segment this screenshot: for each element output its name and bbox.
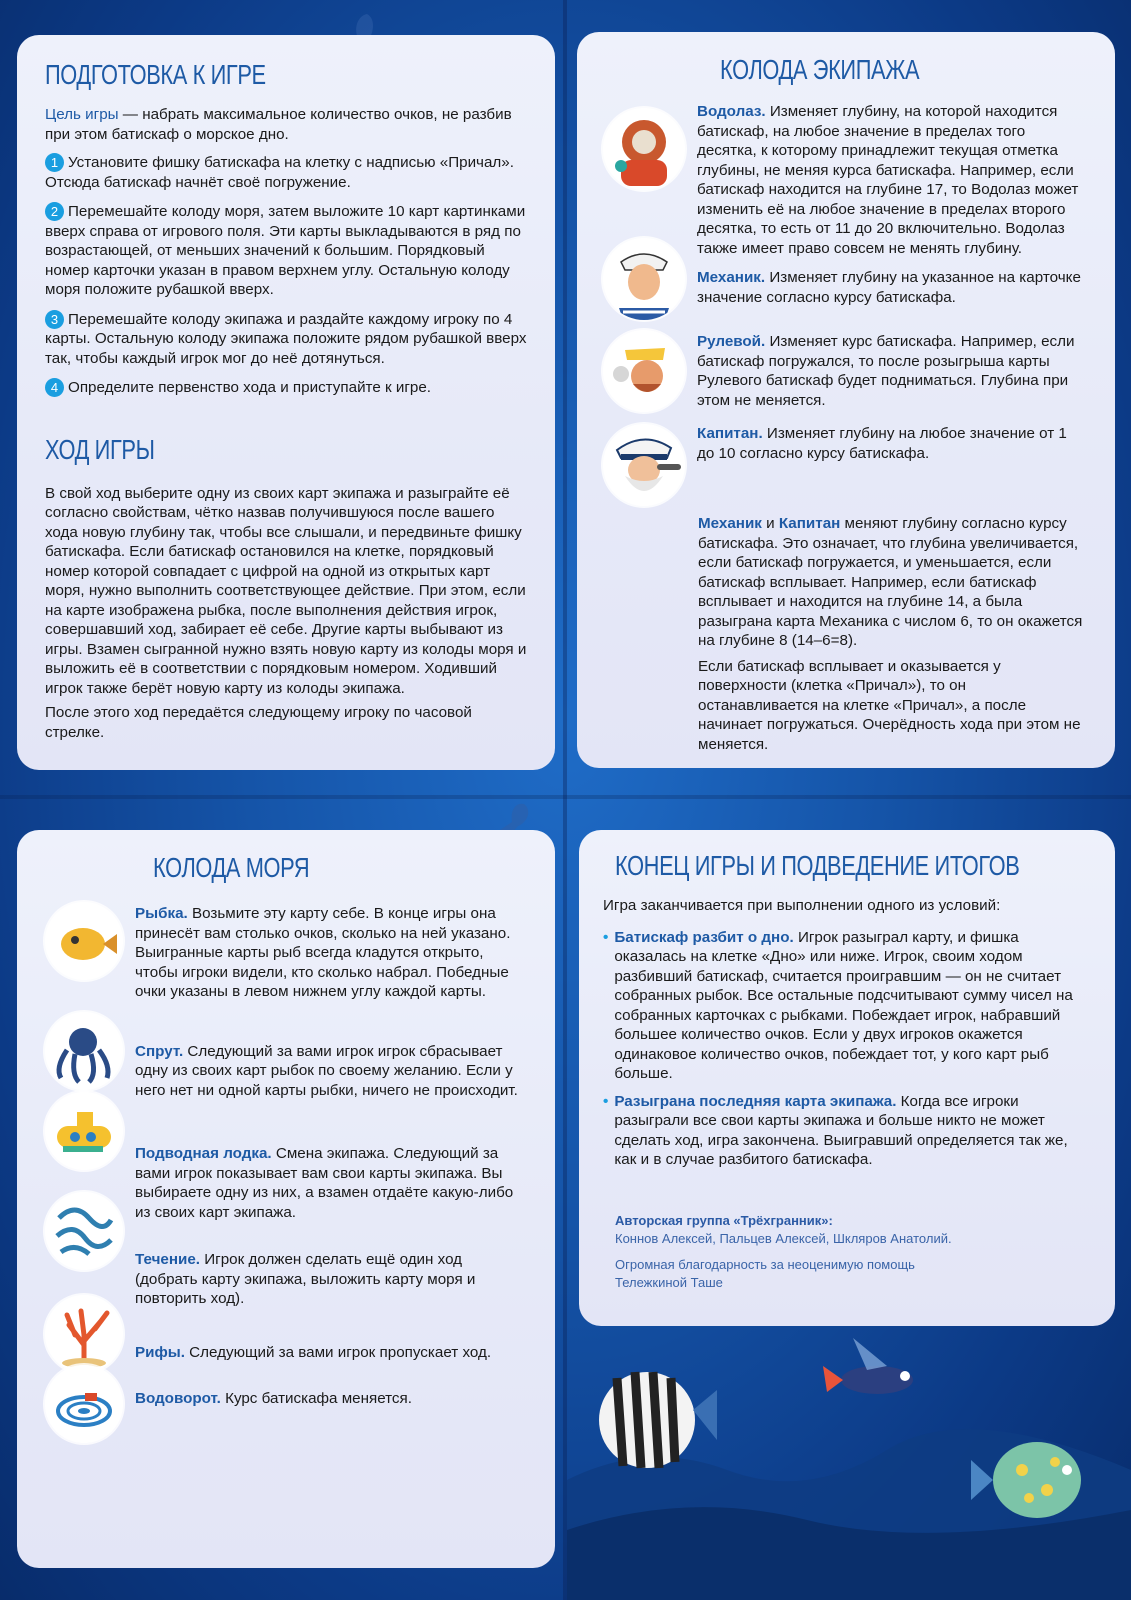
reef-label: Рифы.: [135, 1343, 185, 1361]
thanks-line-2: Тележкиной Таше: [615, 1274, 723, 1290]
step-number-4: 4: [45, 378, 64, 397]
step-number-3: 3: [45, 310, 64, 329]
submarine-text: Смена экипажа. Следующий за вами игрок показывает вам свои карты экипажа. Вы выбираете одну из них, а взамен отдаёте какую-либо из своих карт экипажа.: [135, 1145, 514, 1221]
goal-text: — набрать максимальное количество очков, не разбив при этом батискаф о морское дно.: [45, 106, 512, 143]
mechanic-text: Изменяет глубину на указанное на карточке значение согласно курсу батискафа.: [697, 269, 1081, 306]
end-of-game-panel: [579, 830, 1115, 1326]
helmsman-icon: [603, 330, 685, 412]
fish-label: Рыбка.: [135, 905, 188, 922]
end-condition-2: [603, 1092, 1087, 1170]
sea-deck-panel: [17, 830, 555, 1568]
whirlpool-icon: [45, 1365, 123, 1443]
sea-card-reef: [45, 1309, 527, 1373]
mechanic-label: Механик.: [697, 269, 766, 286]
both-and: и: [761, 515, 779, 532]
both-label-captain: Капитан: [778, 515, 841, 532]
prep-step: [45, 310, 527, 369]
step-text-1: Установите фишку батискафа на клетку с надписью «Причал». Отсюда батискаф начнёт своё погружение.: [45, 154, 514, 191]
sea-card-octopus: [45, 1012, 527, 1101]
step-text-4: Определите первенство хода и приступайте к игре.: [68, 379, 432, 396]
step-number-1: 1: [45, 153, 64, 172]
sea-card-fish: [45, 904, 527, 1002]
reef-icon: [45, 1295, 123, 1373]
goal-paragraph: [45, 105, 527, 144]
end-condition-1-text: Игрок разыграл карту, и фишка оказалась на клетке «Дно» или ниже. Игрок, своим ходом разбивший батискаф, считается проигравшим — он не считает собранных рыбок. Все остальные подсчитывают сумму чисел на собранных карточках с рыбками. Побеждает игрок, набравший большее количество очков. Если у двух игроков окажется одинаковое количество очков, побеждает тот, у кого карт рыб больше.: [614, 928, 1073, 1082]
thanks-line-1: Огромная благодарность за неоценимую помощь: [615, 1256, 915, 1272]
credits-title: Авторская группа «Трёхгранник»:: [615, 1212, 833, 1228]
turn-paragraph-1: В свой ход выберите одну из своих карт экипажа и разыграйте её согласно свойствам, чётко назвав получившуюся после вашего хода новую глубину так, чтобы все слышали, и передвиньте фишку батискафа. Если батискаф остановился на клетке, порядковый номер которой совпадает с цифрой на одной из открытых карт моря, нужно выполнить соответствующее действие. При этом, если на карте изображена рыбка, после выполнения действия игрок, совершавший ход, забирает её себе. Другие карты выбывают из игры. Взамен сыгранной нужно взять новую карту из колоды моря и выложить её в соответствии с порядковым номером. Ходивший игрок также берёт новую карту из колоды экипажа.: [45, 484, 527, 697]
striped-fish-icon: [599, 1372, 717, 1468]
current-icon: [45, 1192, 123, 1270]
page-divider-horizontal: [0, 795, 1131, 799]
crew-deck-panel: [577, 32, 1115, 768]
mechanic-captain-paragraph: [698, 514, 1087, 651]
step-number-2: 2: [45, 202, 64, 221]
captain-label: Капитан.: [697, 425, 763, 442]
diver-label: Водолаз.: [697, 103, 766, 120]
prep-and-turn-panel: [17, 35, 555, 770]
mechanic-icon: [603, 238, 685, 320]
step-text-2: Перемешайте колоду моря, затем выложите 10 карт картинками вверх справа от игрового поля. Эти карты выкладываются в ряд по возрастающей, от меньших значений к большим. Порядковый номер карточки указан в правом верхнем углу. Остальную колоду моря положите рубашкой вверх.: [45, 203, 526, 298]
captain-icon: [603, 424, 685, 506]
captain-text: Изменяет глубину на любое значение от 1 до 10 согласно курсу батискафа.: [697, 425, 1067, 462]
crew-heading: КОЛОДА ЭКИПАЖА: [720, 54, 920, 85]
submarine-icon: [45, 1092, 123, 1170]
bullet-dot-icon: •: [603, 1092, 609, 1110]
turn-paragraph-2: После этого ход передаётся следующему игроку по часовой стрелке.: [45, 704, 472, 741]
prep-step: [45, 378, 527, 398]
helmsman-text: Изменяет курс батискафа. Например, если батискаф погружался, то после розыгрыша карты Рулевого батискаф будет подниматься. Глубина при этом не меняется.: [697, 333, 1075, 409]
end-condition-2-text: Когда все игроки разыграли все свои карты экипажа и больше никто не может сделать ход, игра закончена. Выигравший определяется так же, как и в случае разбитого батискафа.: [614, 1092, 1068, 1168]
diver-text: Изменяет глубину, на которой находится батискаф, на любое значение в пределах того десятка, к которому принадлежит текущая отметка глубины, не меняя курса батискафа. Например, если батискаф находится на глубине 17, то Водолаз может изменить её на любое значение в пределах второго десятка, то есть от 11 до 20 включительно. Водолаз также имеет право совсем не менять глубину.: [697, 103, 1079, 257]
prep-step: [45, 153, 527, 192]
sea-heading: КОЛОДА МОРЯ: [153, 852, 310, 883]
crew-card-captain: [603, 424, 1087, 506]
prep-step: [45, 202, 527, 300]
credits-names: Коннов Алексей, Пальцев Алексей, Шкляров Анатолий.: [615, 1230, 952, 1246]
octopus-label: Спрут.: [135, 1042, 184, 1060]
bullet-dot-icon: •: [603, 928, 609, 946]
goal-label: Цель игры: [45, 106, 119, 123]
reef-text: Следующий за вами игрок пропускает ход.: [184, 1343, 492, 1361]
crew-card-mechanic: [603, 268, 1087, 320]
diver-icon: [603, 108, 685, 190]
sea-card-current: [45, 1228, 527, 1309]
fish-card-icon: [45, 902, 123, 980]
current-label: Течение.: [135, 1251, 201, 1268]
underwater-scene-illustration: [567, 1330, 1131, 1600]
end-intro: Игра заканчивается при выполнении одного из условий:: [603, 897, 1001, 914]
both-label-mechanic: Механик: [698, 515, 762, 532]
end-condition-1-label: Батискаф разбит о дно.: [614, 928, 794, 946]
end-condition-1: [603, 928, 1087, 1084]
end-condition-2-label: Разыграна последняя карта экипажа.: [614, 1092, 897, 1110]
turn-heading: ХОД ИГРЫ: [45, 433, 155, 465]
both-text: меняют глубину согласно курсу батискафа. Это означает, что глубина увеличивается, если батискаф погружается, и уменьшается, если батискаф всплывает. Например, если батискаф всплывает и находится на глубине 14, а была разыграна карта Механика с числом 6, то он окажется на глубине 8 (14–6=8).: [698, 515, 1083, 649]
surface-paragraph: Если батискаф всплывает и оказывается у поверхности (клетка «Причал»), то он останавливается на клетке «Причал», а после начинает погружаться. Очерёдность хода при этом не меняется.: [698, 657, 1081, 753]
prep-heading: ПОДГОТОВКА К ИГРЕ: [45, 59, 266, 90]
step-text-3: Перемешайте колоду экипажа и раздайте каждому игроку по 4 карты. Остальную колоду экипажа положите рядом рубашкой вверх так, чтобы каждый игрок мог до неё дотянуться.: [45, 310, 527, 367]
helmsman-label: Рулевой.: [697, 333, 766, 350]
crew-card-diver: [603, 102, 1087, 258]
whirlpool-text: Курс батискафа меняется.: [220, 1389, 412, 1407]
octopus-text: Следующий за вами игрок игрок сбрасывает одну из своих карт рыбок по своему желанию. Если у него нет ни одной карты рыбки, ничего не происходит.: [135, 1042, 518, 1099]
octopus-icon: [45, 1012, 123, 1090]
end-heading: КОНЕЦ ИГРЫ И ПОДВЕДЕНИЕ ИТОГОВ: [615, 850, 1020, 881]
crew-card-helmsman: [603, 332, 1087, 412]
sea-card-whirlpool: [45, 1377, 527, 1443]
submarine-label: Подводная лодка.: [135, 1145, 272, 1162]
whirlpool-label: Водоворот.: [135, 1389, 221, 1407]
current-text: Игрок должен сделать ещё один ход (добрать карту экипажа, выложить карту моря и повторить ход).: [135, 1251, 476, 1307]
flying-fish-icon: [823, 1338, 913, 1394]
fish-text: Возьмите эту карту себе. В конце игры она принесёт вам столько очков, сколько на ней указано. Выигранные карты рыб всегда кладутся открыто, чтобы игроки видели, кто сколько набрал. Победные очки указаны в левом нижнем углу каждой карты.: [135, 905, 511, 1000]
credits-block: [615, 1212, 1087, 1292]
sea-card-submarine: [45, 1106, 527, 1222]
